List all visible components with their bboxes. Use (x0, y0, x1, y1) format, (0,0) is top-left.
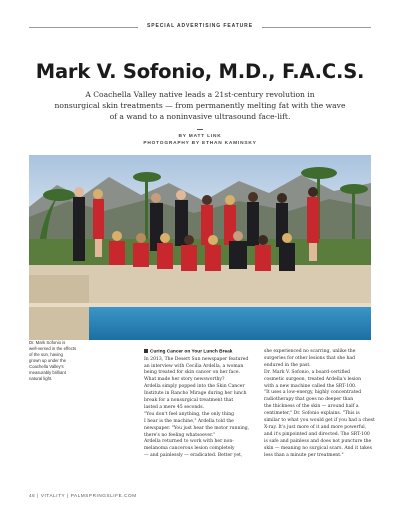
caption-line: of the sun, having (29, 352, 63, 357)
caption-line: measurably brilliant (29, 370, 67, 375)
deck-left (29, 307, 89, 340)
section-heading (144, 349, 255, 357)
body-line: less than a minute per treatment." (264, 452, 344, 458)
body-line: an interview with Cecilia Ardella, a woman (144, 363, 244, 369)
body-line: I hear is the machine," Ardella told the (144, 418, 234, 424)
body-line: Institute in Rancho Mirage during her lunch (144, 391, 247, 397)
body-line: "You don't feel anything, the only thing (144, 411, 235, 417)
header-rule-left (29, 27, 138, 28)
body-line: "It uses a low-energy, highly concentrated (264, 390, 362, 396)
body-line: lasted a mere 45 seconds. (144, 404, 204, 410)
section-heading-text: Curing Cancer on Your Lunch Break (150, 349, 233, 355)
byline-divider (197, 129, 203, 130)
deck-line: A Coachella Valley native leads a 21st-century revolution in (85, 90, 315, 99)
body-line: melanoma cancerous lesion completely (144, 446, 235, 452)
body-line: she experienced no scarring, unlike the (264, 349, 356, 354)
body-line: break for a nonsurgical treatment that (144, 398, 234, 404)
byline-photographer: PHOTOGRAPHY BY ETHAN KAMINSKY (143, 141, 257, 146)
pool-edge (29, 303, 371, 307)
body-line: Ardella returned to work with her non- (144, 439, 234, 445)
section-kicker: SPECIAL ADVERTISING FEATURE (147, 23, 253, 29)
staff-group-photo (29, 155, 371, 340)
page-folio: 46 | VITALITY | PALMSPRINGSLIFE.COM (29, 493, 137, 498)
body-line: being treated for skin cancer on her face. (144, 370, 241, 376)
body-line: and it's pinpointed and directed. The SRT-100 (264, 431, 370, 437)
deck-line: nonsurgical skin treatments — from permanently melting fat with the wave (54, 101, 346, 110)
caption-line: grown up under the (29, 358, 67, 363)
body-column-2 (264, 349, 375, 460)
body-line: — and painlessly — eradicated. Better yet, (144, 453, 243, 459)
body-line: with a new machine called the SRT-100. (264, 383, 357, 389)
body-line: centimeter," Dr. Sofonio explains. "This is (264, 411, 360, 417)
body-line: surgeries for other lesions that she had (264, 355, 356, 361)
article-headline: Mark V. Sofonio, M.D., F.A.C.S. (35, 60, 365, 83)
body-line: similar to what you would get if you had a chest (264, 418, 375, 424)
body-line: there's no feeling whatsoever." (144, 432, 216, 438)
body-line: What made her story newsworthy? (144, 377, 225, 383)
deck-line: of a wand to a noninvasive ultrasound face-lift. (109, 112, 291, 121)
body-line: In 2013, The Desert Sun newspaper featured (144, 356, 249, 362)
body-line: the thickness of the skin — around half a (264, 404, 359, 410)
body-line: Dr. Mark V. Sofonio, a board-certified (264, 369, 351, 375)
caption-line: well-versed in the effects (29, 346, 77, 351)
header-rule-right (262, 27, 371, 28)
body-line: X-ray. It's just more of it and more powerful, (264, 424, 367, 430)
body-column-1 (144, 349, 255, 460)
body-line: cosmetic surgeon, treated Ardella's lesion (264, 376, 362, 382)
body-line: skin — meaning no surgical scars. And it takes (264, 445, 372, 451)
body-line: is safe and painless and does not puncture the (264, 438, 372, 444)
body-line: endured in the past. (264, 362, 311, 368)
body-line: radiotherapy that goes no deeper than (264, 397, 354, 403)
caption-line: natural light. (29, 376, 53, 381)
body-line: newspaper. "You just hear the motor running, (144, 425, 250, 431)
caption-line: Dr. Mark Sofonio is (29, 340, 66, 345)
pool (89, 305, 371, 340)
square-bullet-icon (144, 349, 148, 353)
article-deck (54, 89, 346, 122)
byline-author: BY MATT LINK (178, 134, 222, 139)
caption-line: Coachella Valley's (29, 364, 64, 369)
body-line: Ardella simply popped into the Skin Cancer (144, 384, 245, 390)
photo-caption (29, 340, 85, 382)
